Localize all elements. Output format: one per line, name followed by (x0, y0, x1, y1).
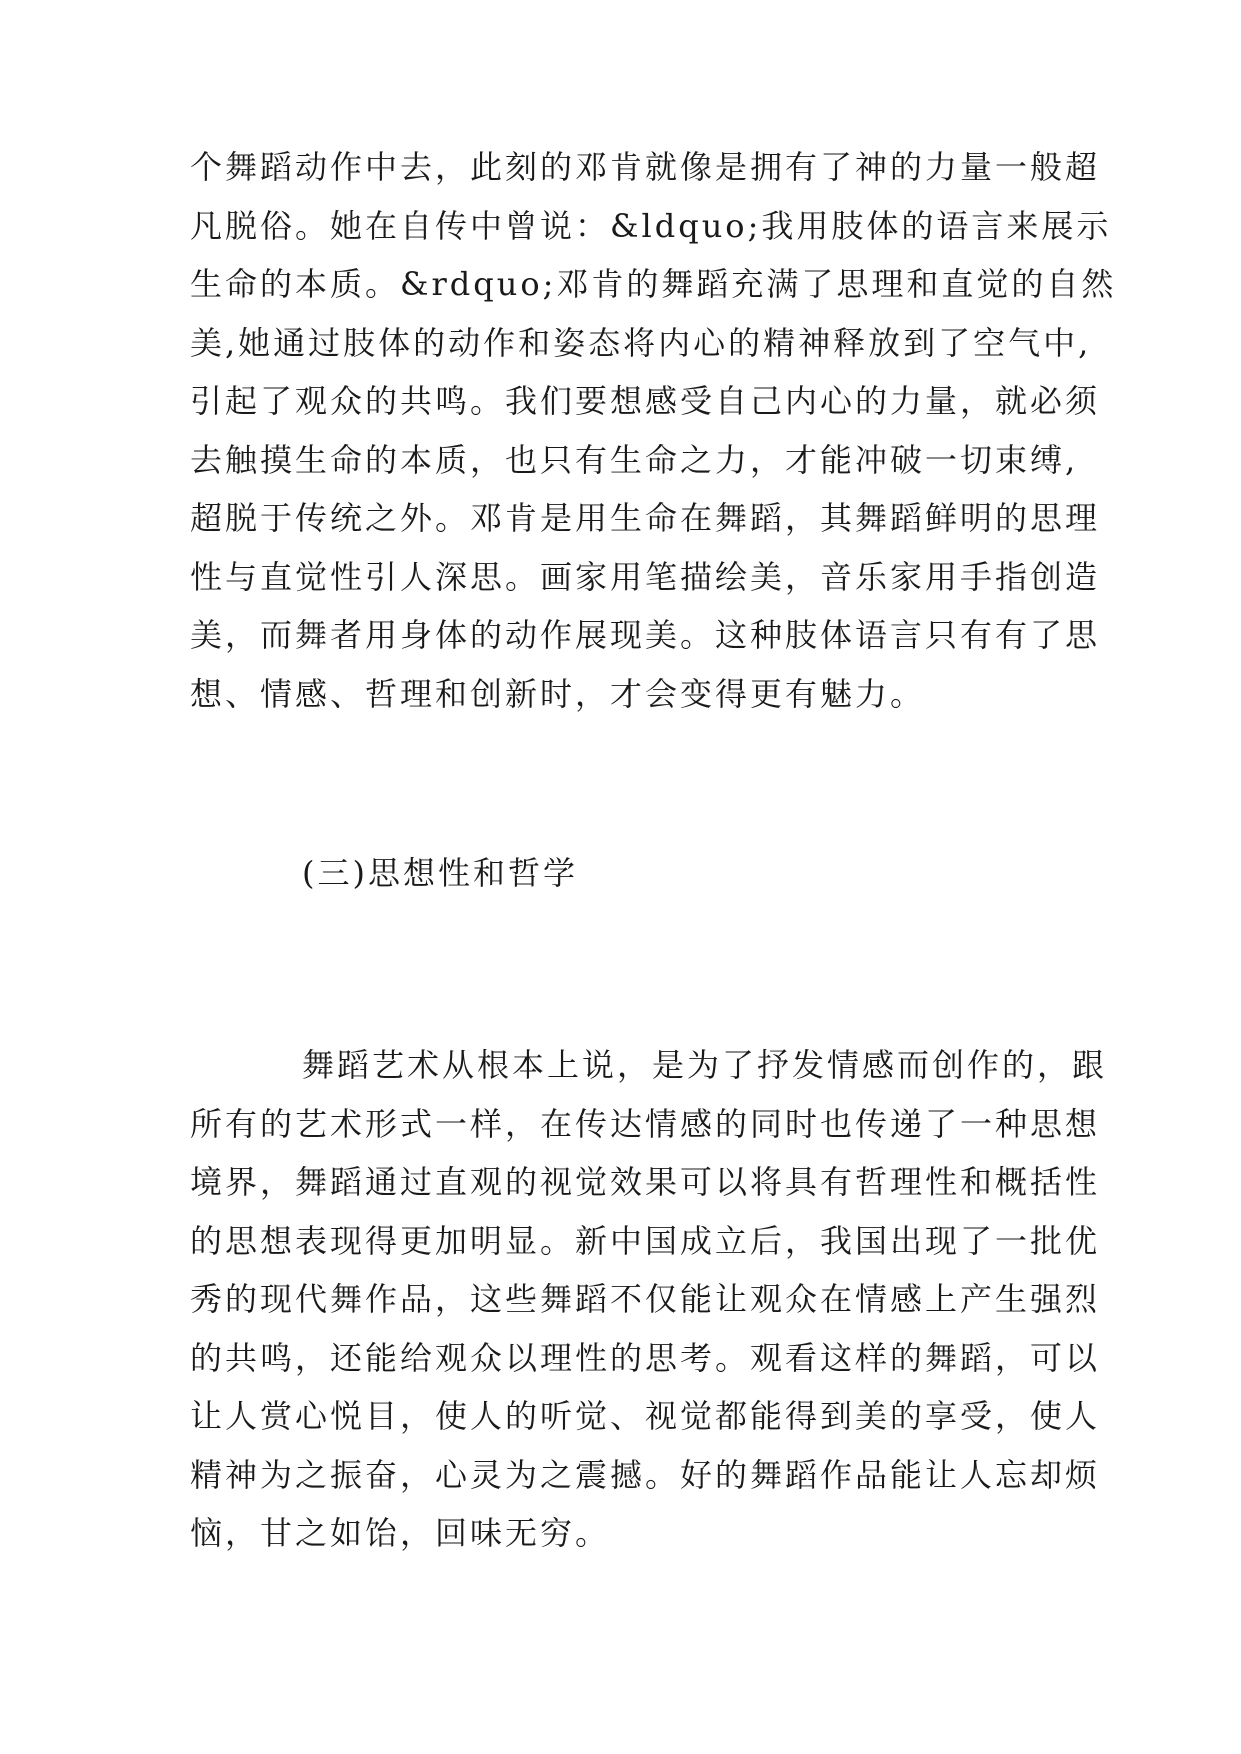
paragraph-line: 引起了观众的共鸣。我们要想感受自己内心的力量，就必须 (190, 382, 1101, 420)
paragraph-line: 去触摸生命的本质，也只有生命之力，才能冲破一切束缚, (190, 440, 1079, 479)
paragraph-line: 境界，舞蹈通过直观的视觉效果可以将具有哲理性和概括性 (190, 1163, 1101, 1201)
paragraph-line: 想、情感、哲理和创新时，才会变得更有魅力。 (190, 674, 926, 713)
paragraph-2 (190, 1036, 1108, 1563)
section-heading: (三)思想性和哲学 (302, 854, 578, 892)
paragraph-line: 生命的本质。&rdquo;邓肯的舞蹈充满了思理和直觉的自然 (190, 265, 1117, 303)
paragraph-line: 超脱于传统之外。邓肯是用生命在舞蹈，其舞蹈鲜明的思理 (190, 499, 1101, 537)
paragraph-line: 所有的艺术形式一样，在传达情感的同时也传递了一种思想 (190, 1104, 1101, 1143)
paragraph-line: 的共鸣，还能给观众以理性的思考。观看这样的舞蹈，可以 (190, 1338, 1101, 1377)
paragraph-line: 的思想表现得更加明显。新中国成立后，我国出现了一批优 (190, 1221, 1101, 1260)
paragraph-line: 让人赏心悦目，使人的听觉、视觉都能得到美的享受，使人 (190, 1397, 1101, 1435)
paragraph-line: 精神为之振奋，心灵为之震撼。好的舞蹈作品能让人忘却烦 (190, 1455, 1101, 1494)
paragraph-line: 个舞蹈动作中去，此刻的邓肯就像是拥有了神的力量一般超 (190, 148, 1101, 186)
paragraph-line: 美,她通过肢体的动作和姿态将内心的精神释放到了空气中, (190, 323, 1092, 362)
paragraph-line: 恼，甘之如饴，回味无穷。 (190, 1514, 611, 1552)
paragraph-line: 美，而舞者用身体的动作展现美。这种肢体语言只有有了思 (190, 616, 1101, 654)
paragraph-line: 舞蹈艺术从根本上说，是为了抒发情感而创作的，跟 (302, 1046, 1108, 1084)
paragraph-1 (190, 138, 1117, 723)
paragraph-line: 秀的现代舞作品，这些舞蹈不仅能让观众在情感上产生强烈 (190, 1280, 1101, 1318)
paragraph-line: 凡脱俗。她在自传中曾说：&ldquo;我用肢体的语言来展示 (190, 206, 1112, 245)
paragraph-line: 性与直觉性引人深思。画家用笔描绘美，音乐家用手指创造 (190, 557, 1101, 596)
